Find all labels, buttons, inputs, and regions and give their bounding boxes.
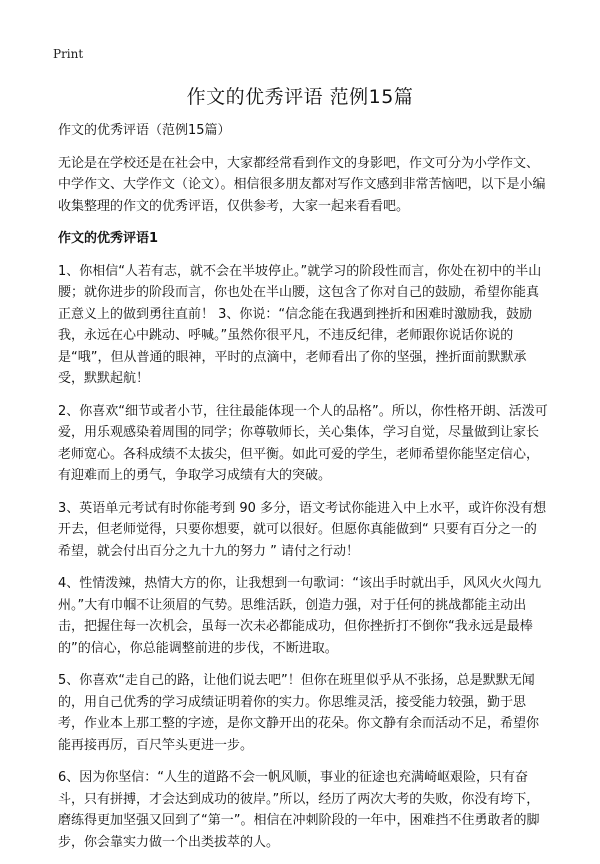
print-link[interactable]: Print xyxy=(53,47,84,61)
comment-paragraph-2: 2、你喜欢“细节或者小节，往往最能体现一个人的品格”。所以，你性格开朗、活泼可爱，用乐观感染着周围的同学；你尊敬师长，关心集体，学习自觉，尽量做到让家长老师宽心。各科成绩不太拔尖，但平衡。如此可爱的学生，老师希望你能坚定信心，有迎难而上的勇气，争取学习成绩有大的突破。 xyxy=(58,403,548,483)
page-title: 作文的优秀评语 范例15篇 xyxy=(186,86,414,108)
comment-paragraph-1: 1、你相信“人若有志，就不会在半坡停止。”就学习的阶段性而言，你处在初中的半山腰；就你进步的阶段而言，你也处在半山腰，这包含了你对自己的鼓励，希望你能真正意义上的做到勇往直前！ 3、你说：“信念能在我遇到挫折和困难时激励我，鼓励我，永远在心中跳动、呼喊。”虽然你很平凡，不违反纪律，老师跟你说话你说的是“哦”，但从普通的眼神，平时的点滴中，老师看出了你的坚强，挫折面前默默承受，默默起航！ xyxy=(58,263,542,386)
comment-paragraph-6: 6、因为你坚信：“人生的道路不会一帆风顺，事业的征途也充满崎岖艰险，只有奋斗，只有拼搏，才会达到成功的彼岸。”所以，经历了两次大考的失败，你没有垮下，磨练得更加坚强又回到了“第一”。相信在冲刺阶段的一年中，困难挡不住勇敢者的脚步，你会靠实力做一个出类拔萃的人。 xyxy=(58,770,540,850)
article-subtitle: 作文的优秀评语（范例15篇） xyxy=(58,123,231,138)
section-heading: 作文的优秀评语1 xyxy=(58,231,159,246)
comment-paragraph-5: 5、你喜欢“走自己的路，让他们说去吧”！但你在班里似乎从不张扬，总是默默无闻的，用自己优秀的学习成绩证明着你的实力。你思维灵活，接受能力较强，勤于思考，作业本上那工整的字迹，是你文静开出的花朵。你文静有余而活动不足，希望你能再接再厉，百尺竿头更进一步。 xyxy=(58,673,540,753)
intro-paragraph: 无论是在学校还是在社会中，大家都经常看到作文的身影吧，作文可分为小学作文、中学作文、大学作文（论文）。相信很多朋友都对写作文感到非常苦恼吧，以下是小编收集整理的作文的优秀评语，仅供参考，大家一起来看看吧。 xyxy=(58,155,546,214)
article-body xyxy=(58,120,548,864)
comment-paragraph-4: 4、性情泼辣，热情大方的你，让我想到一句歌词：“该出手时就出手，风风火火闯九州。”大有巾帼不让须眉的气势。思维活跃，创造力强，对于任何的挑战都能主动出击，把握住每一次机会，虽每一次未必都能成功，但你挫折打不倒你“我永远是最棒的”的信心，你总能调整前进的步伐，不断进取。 xyxy=(58,576,542,656)
comment-paragraph-3: 3、英语单元考试有时你能考到 90 多分，语文考试你能进入中上水平，或许你没有想开去，但老师觉得，只要你想要，就可以很好。但愿你真能做到“ 只要有百分之一的希望，就会付出百分之九十九的努力 ” 请付之行动！ xyxy=(58,500,547,559)
